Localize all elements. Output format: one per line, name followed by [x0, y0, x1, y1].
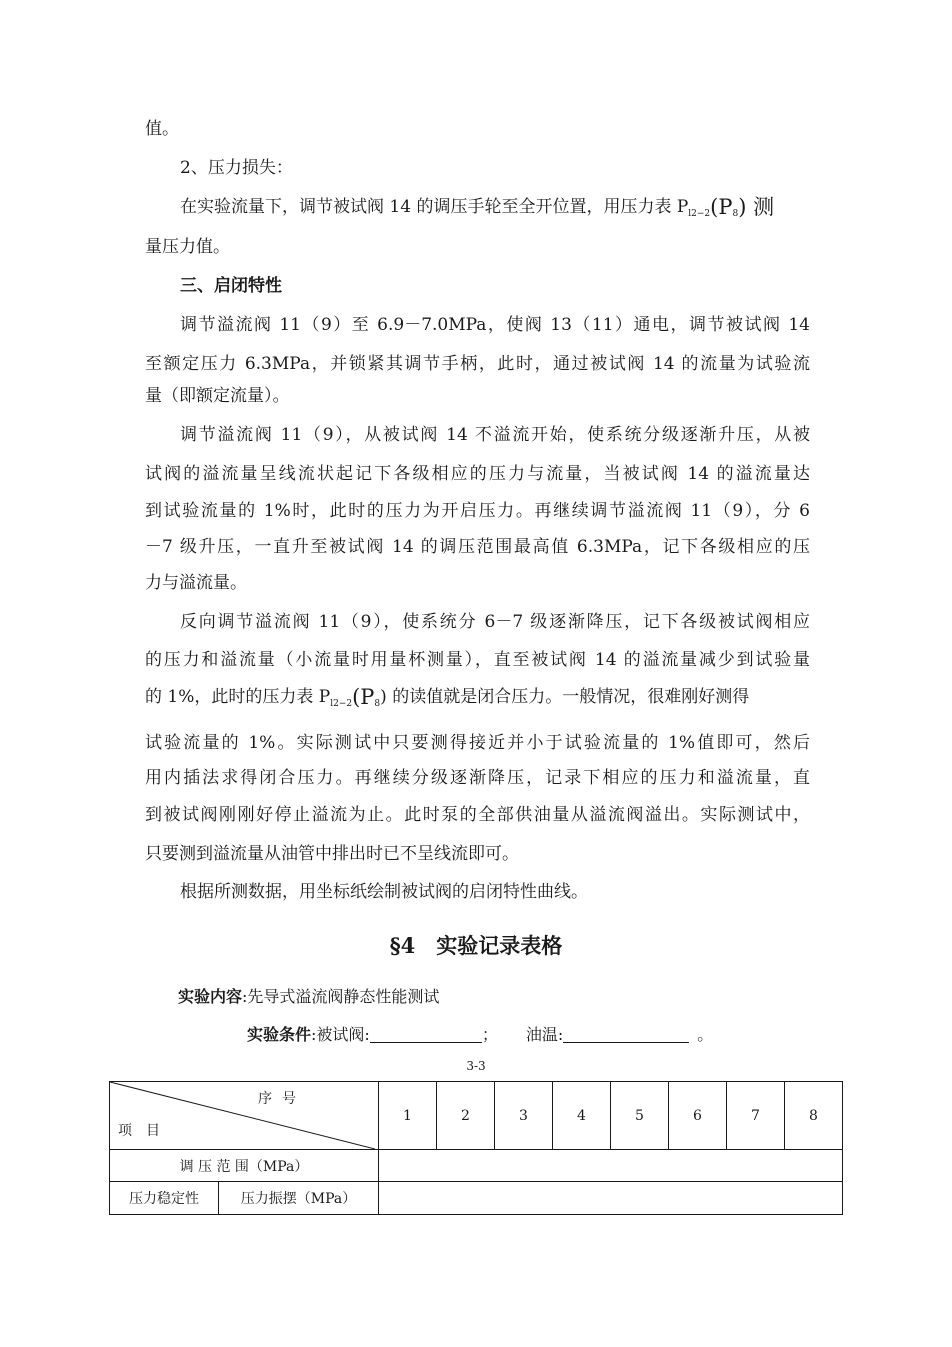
text-line: 的压力和溢流量（小流量时用量杯测量），直至被试阀 14 的溢流量减少到试验量	[145, 650, 810, 670]
header-item: 项目	[118, 1123, 174, 1139]
text-line: 只要测到溢流量从油管中排出时已不呈线流即可。	[145, 844, 519, 864]
column-header: 3	[495, 1082, 553, 1150]
text-span: 的 1%，此时的压力表 P	[145, 687, 331, 707]
heading-open-close-characteristics: 三、启闭特性	[180, 276, 282, 296]
text-line: 值。	[145, 119, 179, 139]
content-value: :先导式溢流阀静态性能测试	[242, 987, 440, 1006]
text-span: (P	[710, 195, 733, 219]
table-header-row	[110, 1082, 843, 1150]
subscript: 8	[374, 699, 381, 709]
row-label-pressure-range: 调 压 范 围（MPa）	[110, 1150, 379, 1182]
column-header: 4	[553, 1082, 611, 1150]
section-title: §4 实验记录表格	[389, 933, 563, 958]
oil-temp-blank-field[interactable]	[563, 1026, 689, 1043]
content-label: 实验内容	[178, 987, 243, 1006]
text-line: 反向调节溢流阀 11（9），使系统分 6－7 级逐渐降压，记下各级被试阀相应	[180, 612, 810, 632]
text-span: 在实验流量下，调节被试阀 14 的调压手轮至全开位置，用压力表 P	[180, 197, 689, 217]
text-line: 根据所测数据，用坐标纸绘制被试阀的启闭特性曲线。	[180, 882, 588, 902]
column-header: 8	[785, 1082, 843, 1150]
text-line: 试验流量的 1%。实际测试中只要测得接近并小于试验流量的 1%值即可，然后	[145, 733, 810, 753]
column-header: 6	[669, 1082, 727, 1150]
text-line: 量压力值。	[145, 237, 230, 257]
record-table	[109, 1081, 843, 1215]
row-value-cell[interactable]	[379, 1182, 843, 1215]
text-line: －7 级升压，一直升至被试阀 14 的调压范围最高值 6.3MPa，记下各级相应的压	[145, 537, 810, 557]
text-span: ) 的读值就是闭合压力。一般情况，很难刚好测得	[380, 687, 750, 707]
experiment-conditions-line	[247, 1024, 912, 1046]
column-header: 2	[437, 1082, 495, 1150]
subscript: l2−2	[688, 209, 711, 219]
text-line: 至额定压力 6.3MPa，并锁紧其调节手柄，此时，通过被试阀 14 的流量为试验流	[145, 354, 810, 374]
valve-blank-field[interactable]	[370, 1026, 482, 1043]
valve-label: :被试阀:	[311, 1025, 370, 1044]
text-line: 力与溢流量。	[145, 573, 247, 593]
conditions-label: 实验条件	[247, 1025, 312, 1044]
header-sequence: 序号	[258, 1091, 306, 1107]
text-line	[145, 686, 810, 715]
text-line: 到被试阀刚刚好停止溢流为止。此时泵的全部供油量从溢流阀溢出。实际测试中，	[145, 805, 810, 825]
separator: ；	[481, 1025, 498, 1044]
row-label-pressure-swing: 压力振摆（MPa）	[219, 1182, 379, 1215]
diagonal-header-cell	[110, 1082, 379, 1150]
text-line: 试阀的溢流量呈线流状起记下各级相应的压力与流量，当被试阀 14 的溢流量达	[145, 464, 810, 484]
text-span: ) 测	[738, 195, 775, 219]
text-span: (P	[352, 685, 375, 709]
text-line: 量（即额定流量）。	[145, 386, 290, 406]
text-line: 到试验流量的 1%时，此时的压力为开启压力。再继续调节溢流阀 11（9），分 6	[145, 501, 810, 521]
table-row	[110, 1182, 843, 1215]
end-mark: 。	[697, 1025, 714, 1044]
table-row	[110, 1150, 843, 1182]
row-value-cell[interactable]	[379, 1150, 843, 1182]
subheading-pressure-loss: 2、压力损失：	[180, 158, 293, 178]
text-line: 调节溢流阀 11（9）至 6.9－7.0MPa，使阀 13（11）通电，调节被试阀 14	[180, 315, 810, 335]
subscript: 8	[732, 209, 739, 219]
column-header: 5	[611, 1082, 669, 1150]
text-line: 调节溢流阀 11（9），从被试阀 14 不溢流开始，使系统分级逐渐升压，从被	[180, 425, 810, 445]
text-line	[180, 196, 810, 225]
experiment-content-line	[178, 986, 843, 1008]
subscript: l2−2	[330, 699, 353, 709]
text-line: 用内插法求得闭合压力。再继续分级逐渐降压，记录下相应的压力和溢流量，直	[145, 768, 810, 788]
column-header: 7	[727, 1082, 785, 1150]
oil-temp-label: 油温:	[525, 1025, 564, 1044]
row-group-pressure-stability: 压力稳定性	[110, 1182, 219, 1215]
column-header: 1	[379, 1082, 437, 1150]
table-number: 3-3	[466, 1059, 486, 1073]
